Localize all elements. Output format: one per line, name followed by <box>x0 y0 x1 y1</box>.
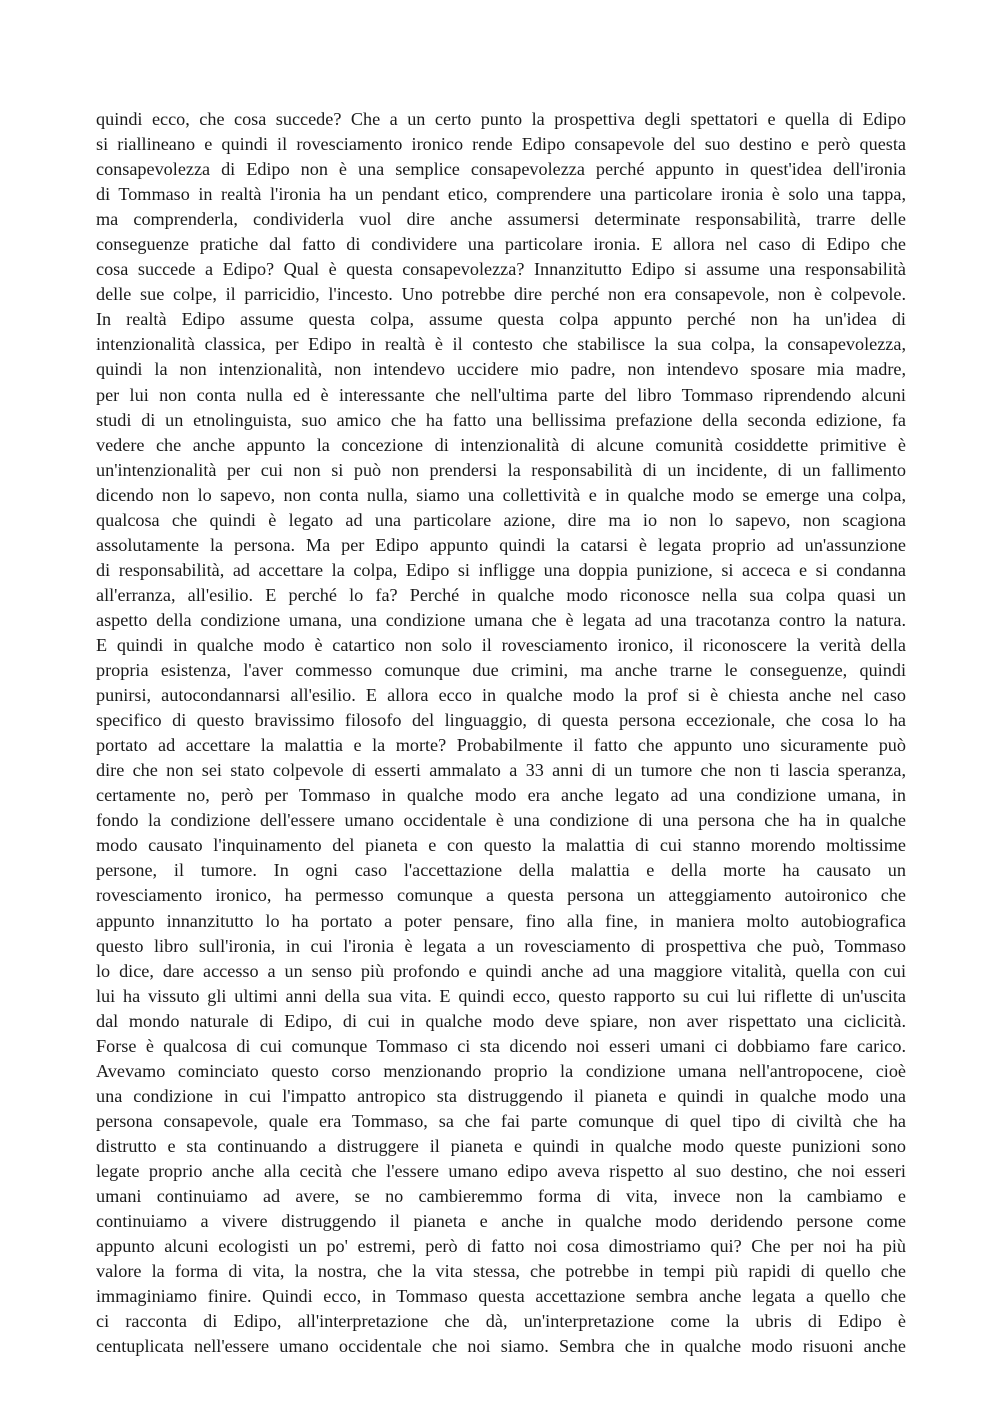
text-line: lo dice, dare accesso a un senso più profondo e quindi anche ad una maggiore vitalità, quella con cui <box>96 960 906 981</box>
text-line: cosa succede a Edipo? Qual è questa consapevolezza? Innanzitutto Edipo si assume una responsabilità <box>96 259 906 280</box>
text-line: quindi ecco, che cosa succede? Che a un certo punto la prospettiva degli spettatori e quella di Edipo <box>96 109 906 129</box>
text-line: certamente no, però per Tommaso in qualche modo era anche legato ad una condizione umana, in <box>96 785 906 806</box>
text-line: propria esistenza, l'aver commesso comunque due crimini, ma anche trarne le conseguenze, quindi <box>96 660 906 681</box>
text-line: Avevamo cominciato questo corso menzionando proprio la condizione umana nell'antropocene, cioè <box>96 1060 906 1081</box>
text-line: delle sue colpe, il parricidio, l'incesto. Uno potrebbe dire perché non era consapevole, non è colpevole. <box>96 284 906 305</box>
text-line: immaginiamo finire. Quindi ecco, in Tommaso questa accettazione sembra anche legata a quello che <box>96 1286 906 1307</box>
text-line: per lui non conta nulla ed è interessante che nell'ultima parte del libro Tommaso riprendendo alcuni <box>96 384 906 405</box>
text-line: consapevolezza di Edipo non è una semplice consapevolezza perché appunto in quest'idea dell'ironia <box>96 159 906 180</box>
text-line: all'erranza, all'esilio. E perché lo fa? Perché in qualche modo riconosce nella sua colpa quasi un <box>96 584 906 605</box>
text-line: valore la forma di vita, la nostra, che la vita stessa, che potrebbe in tempi più rapidi di quello che <box>96 1261 906 1282</box>
text-line: conseguenze pratiche dal fatto di condividere una particolare ironia. E allora nel caso di Edipo che <box>96 234 906 255</box>
text-line: persone, il tumore. In ogni caso l'accettazione della malattia e della morte ha causato un <box>96 860 906 881</box>
text-line: dal mondo naturale di Edipo, di cui in qualche modo deve spiare, non aver rispettato una ciclicità. <box>96 1010 906 1031</box>
text-line: portato ad accettare la malattia e la morte? Probabilmente il fatto che appunto uno sicuramente può <box>96 735 906 756</box>
text-line: ma comprenderla, condividerla vuol dire anche assumersi determinate responsabilità, trarre delle <box>96 209 906 230</box>
text-line: legate proprio anche alla cecità che l'essere umano edipo aveva rispetto al suo destino, che noi esseri <box>96 1160 906 1181</box>
text-line: si riallineano e quindi il rovesciamento ironico rende Edipo consapevole del suo destino e però questa <box>96 134 906 155</box>
text-line: questo libro sull'ironia, in cui l'ironia è legata a un rovesciamento di prospettiva che può, Tommaso <box>96 935 906 956</box>
text-line: In realtà Edipo assume questa colpa, assume questa colpa appunto perché non ha un'idea di <box>96 309 906 330</box>
text-line: punirsi, autocondannarsi all'esilio. E allora ecco in qualche modo la prof si è chiesta anche nel caso <box>96 685 906 706</box>
text-line: Forse è qualcosa di cui comunque Tommaso ci sta dicendo noi esseri umani ci dobbiamo fare carico. <box>96 1035 906 1056</box>
text-line: quindi la non intenzionalità, non intendevo uccidere mio padre, non intendevo sposare mia madre, <box>96 359 906 380</box>
text-line: una condizione in cui l'impatto antropico sta distruggendo il pianeta e quindi in qualche modo una <box>96 1085 906 1106</box>
document-page <box>96 107 906 1359</box>
text-line: centuplicata nell'essere umano occidentale che noi siamo. Sembra che in qualche modo risuoni anche <box>96 1336 906 1357</box>
text-line: E quindi in qualche modo è catartico non solo il rovesciamento ironico, il riconoscere la verità della <box>96 634 906 655</box>
text-line: persona consapevole, quale era Tommaso, sa che fai parte comunque di quel tipo di civiltà che ha <box>96 1110 906 1131</box>
text-line: ci racconta di Edipo, all'interpretazione che dà, un'interpretazione come la ubris di Edipo è <box>96 1311 906 1332</box>
text-line: dire che non sei stato colpevole di esserti ammalato a 33 anni di un tumore che non ti lascia speranza, <box>96 760 906 781</box>
text-line: un'intenzionalità per cui non si può non prendersi la responsabilità di un incidente, di un fallimento <box>96 459 906 480</box>
text-line: umani continuiamo ad avere, se no cambieremmo forma di vita, invece non la cambiamo e <box>96 1186 906 1207</box>
text-line: aspetto della condizione umana, una condizione umana che è legata ad una tracotanza contro la natura. <box>96 609 906 630</box>
text-line: modo causato l'inquinamento del pianeta e con questo la malattia di cui stanno morendo moltissime <box>96 835 906 856</box>
text-line: di responsabilità, ad accettare la colpa, Edipo si infligge una doppia punizione, si acceca e si condanna <box>96 559 906 580</box>
text-line: intenzionalità classica, per Edipo in realtà è il contesto che stabilisce la sua colpa, la consapevolezza, <box>96 334 906 355</box>
text-line: appunto alcuni ecologisti un po' estremi, però di fatto noi cosa dimostriamo qui? Che per noi ha più <box>96 1236 906 1257</box>
text-line: vedere che anche appunto la concezione di intenzionalità di alcune comunità cosiddette primitive è <box>96 434 906 455</box>
text-line: continuiamo a vivere distruggendo il pianeta e anche in qualche modo deridendo persone come <box>96 1211 906 1232</box>
text-line: di Tommaso in realtà l'ironia ha un pendant etico, comprendere una particolare ironia è solo una tappa, <box>96 184 906 205</box>
text-line: dicendo non lo sapevo, non conta nulla, siamo una collettività e in qualche modo se emerge una colpa, <box>96 484 906 505</box>
text-line: studi di un etnolinguista, suo amico che ha fatto una bellissima prefazione della seconda edizione, fa <box>96 409 906 430</box>
text-line: rovesciamento ironico, ha permesso comunque a questa persona un atteggiamento autoironico che <box>96 885 906 906</box>
text-line: fondo la condizione dell'essere umano occidentale è una condizione di una persona che ha in qualche <box>96 810 906 831</box>
text-line: qualcosa che quindi è legato ad una particolare azione, dire ma io non lo sapevo, non scagiona <box>96 509 906 530</box>
text-line: appunto innanzitutto lo ha portato a poter pensare, fino alla fine, in maniera molto autobiografica <box>96 910 906 931</box>
text-line: assolutamente la persona. Ma per Edipo appunto quindi la catarsi è legata proprio ad un'assunzione <box>96 534 906 555</box>
text-line: lui ha vissuto gli ultimi anni della sua vita. E quindi ecco, questo rapporto su cui lui riflette di un'uscita <box>96 985 906 1006</box>
text-line: distrutto e sta continuando a distruggere il pianeta e quindi in qualche modo queste punizioni sono <box>96 1135 906 1156</box>
text-line: specifico di questo bravissimo filosofo del linguaggio, di questa persona eccezionale, che cosa lo ha <box>96 710 906 731</box>
